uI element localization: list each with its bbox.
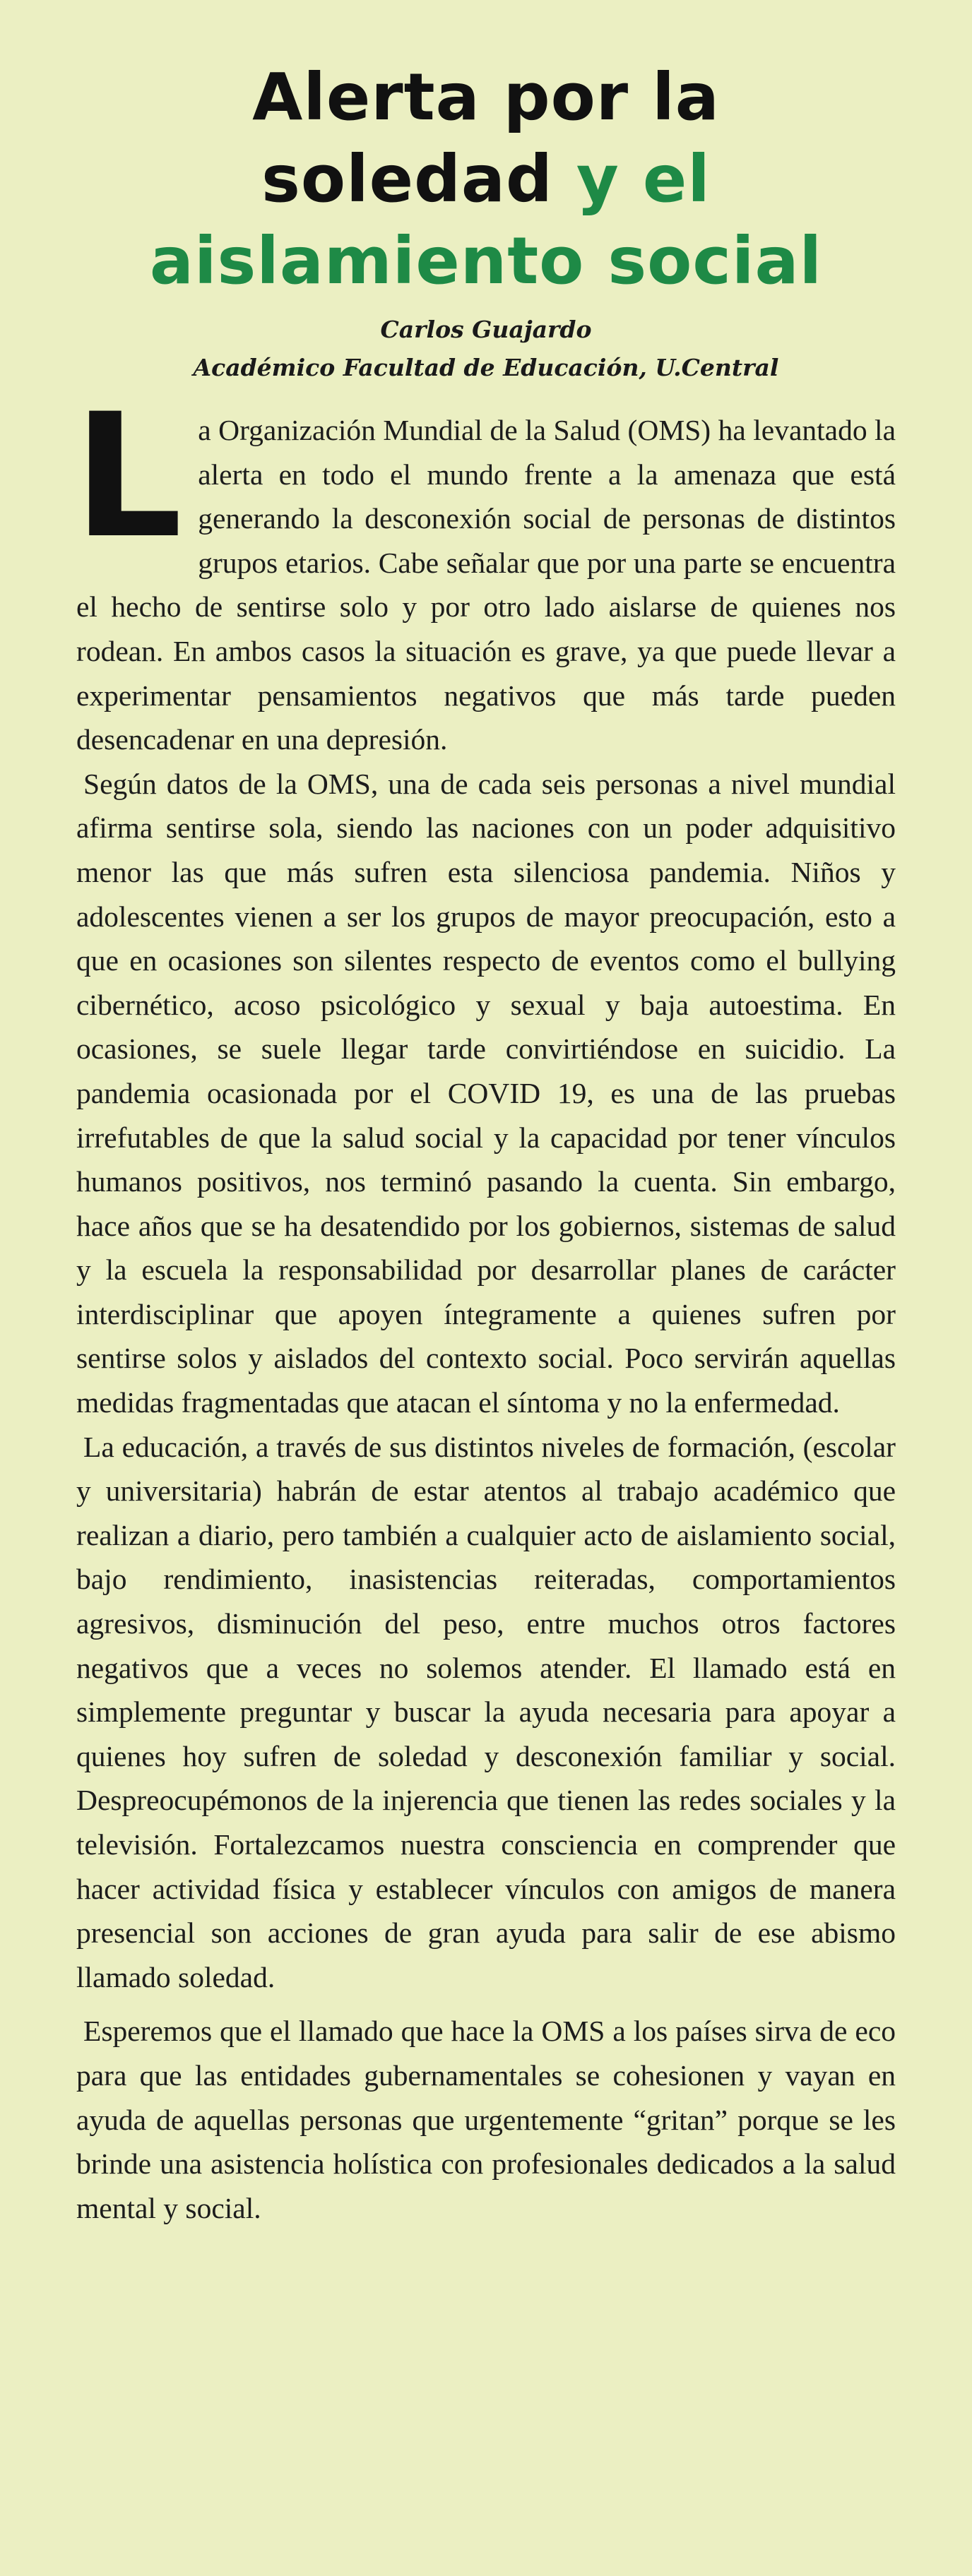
byline xyxy=(0,311,972,387)
paragraph-3: La educación, a través de sus distintos niveles de formación, (escolar y universitaria) habrán de estar atentos al trabajo académico que realizan a diario, pero también a cualquier acto de aislamiento social, bajo rendimiento, inasistencias reiteradas, comportamientos agresivos, disminución del peso, entre muchos otros factores negativos que a veces no solemos atender. El llamado está en simplemente preguntar y buscar la ayuda necesaria para apoyar a quienes hoy sufren de soledad y desconexión familiar y social. Despreocupémonos de la injerencia que tienen las redes sociales y la televisión. Fortalezcamos nuestra consciencia en comprender que hacer actividad física y establecer vínculos con amigos de manera presencial son acciones de gran ayuda para salir de ese abismo llamado soledad. xyxy=(76,1430,896,1993)
title-line-1: Alerta por la xyxy=(252,59,720,135)
author-name: Carlos Guajardo xyxy=(380,316,592,343)
author-affiliation: Académico Facultad de Educación, U.Central xyxy=(193,354,779,381)
drop-cap: L xyxy=(73,377,183,576)
title-line-2 xyxy=(0,138,972,220)
article-title xyxy=(0,56,972,302)
paragraph-1 xyxy=(73,377,896,762)
paragraph-1-text: a Organización Mundial de la Salud (OMS) ha levantado la alerta en todo el mundo frente a la amenaza que está generando la desconexión social de personas de distintos grupos etarios. Cabe señalar que por una parte se encuentra el hecho de sentirse solo y por otro lado aislarse de quienes nos rodean. En ambos casos la situación es grave, ya que puede llevar a experimentar pensamientos negativos que más tarde pueden desencadenar en una depresión. xyxy=(76,414,896,756)
title-line-2-black: soledad xyxy=(261,141,576,217)
title-line-2-green: y el xyxy=(576,141,711,217)
title-line-3: aislamiento social xyxy=(149,223,823,299)
paragraph-4: Esperemos que el llamado que hace la OMS a los países sirva de eco para que las entidades gubernamentales se cohesionen y vayan en ayuda de aquellas personas que urgentemente “gritan” porque se les brinde una asistencia holística con profesionales dedicados a la salud mental y social. xyxy=(76,2015,896,2224)
paragraph-2: Según datos de la OMS, una de cada seis personas a nivel mundial afirma sentirse sola, siendo las naciones con un poder adquisitivo menor las que más sufren esta silenciosa pandemia. Niños y adolescentes vienen a ser los grupos de mayor preocupación, esto a que en ocasiones son silentes respecto de eventos como el bullying cibernético, acoso psicológico y sexual y baja autoestima. En ocasiones, se suele llegar tarde convirtiéndose en suicidio. La pandemia ocasionada por el COVID 19, es una de las pruebas irrefutables de que la salud social y la capacidad por tener vínculos humanos positivos, nos terminó pasando la cuenta. Sin embargo, hace años que se ha desatendido por los gobiernos, sistemas de salud y la escuela la responsabilidad por desarrollar planes de carácter interdisciplinar que apoyen íntegramente a quienes sufren por sentirse solos y aislados del contexto social. Poco servirán aquellas medidas fragmentadas que atacan el síntoma y no la enfermedad. xyxy=(76,767,896,1419)
article-body xyxy=(73,377,896,2230)
